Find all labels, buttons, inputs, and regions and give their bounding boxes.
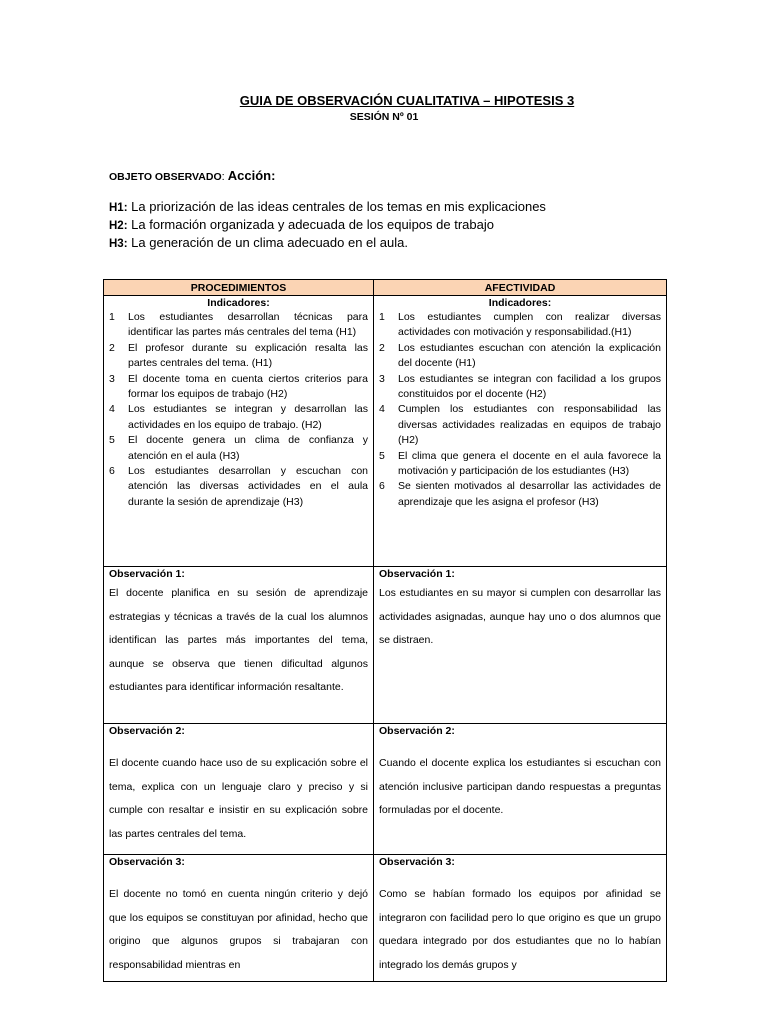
afectividad-observation [374, 567, 667, 724]
hypothesis-label: H2: [109, 220, 128, 232]
indicators-row [104, 296, 667, 567]
observation-row-2 [104, 724, 667, 855]
indicator-number: 1 [109, 311, 115, 323]
observation-text: Como se habían formado los equipos por afinidad se integraron con facilidad pero lo que origino es que un grupo quedara integrado por dos estudiantes que no lo habían integrado los demás grupos y [379, 888, 661, 971]
table-header-row [104, 280, 667, 296]
indicator-number: 4 [379, 403, 385, 416]
indicator-number: 6 [109, 465, 115, 478]
afectividad-observation [374, 724, 667, 855]
observed-object-value: Acción: [227, 168, 276, 183]
hypothesis-label: H3: [109, 238, 128, 250]
indicator-text: Los estudiantes escuchan con atención la explicación del docente (H1) [398, 341, 661, 370]
indicator-text: Los estudiantes desarrollan técnicas para identificar las partes más centrales del tema (H1) [128, 311, 368, 339]
indicator-number: 4 [109, 403, 115, 416]
indicator-list [379, 310, 661, 510]
indicator-item [109, 464, 368, 510]
indicator-item [379, 341, 661, 372]
spacer [379, 739, 661, 752]
indicator-item [379, 372, 661, 403]
hypothesis-h2 [109, 216, 494, 235]
observed-object-label: OBJETO OBSERVADO [109, 171, 222, 183]
indicator-number: 1 [379, 311, 385, 323]
indicator-text: El profesor durante su explicación resalta las partes centrales del tema. (H1) [128, 341, 368, 370]
observation-label: Observación 3: [379, 856, 455, 868]
observed-object: OBJETO OBSERVADO: Acción: [109, 168, 276, 183]
indicator-item [109, 341, 368, 372]
indicator-text: Se sienten motivados al desarrollar las actividades de aprendizaje que les asigna el profesor (H3) [398, 480, 661, 508]
observation-label: Observación 1: [109, 568, 185, 580]
observation-table [103, 279, 667, 982]
observation-label: Observación 3: [109, 856, 185, 868]
indicator-item [109, 310, 368, 341]
observation-text: Cuando el docente explica los estudiantes si escuchan con atención inclusive participan dando respuestas a preguntas formuladas por el docente. [379, 757, 661, 816]
afectividad-observation [374, 855, 667, 982]
observation-text: El docente planifica en su sesión de aprendizaje estrategias y técnicas a través de la cual los alumnos identifican las partes más importantes del tema, aunque se observa que tienen dificultad algunos estudiantes para identificar información resaltante. [109, 587, 368, 693]
procedimientos-observation [104, 855, 374, 982]
indicator-number: 2 [109, 341, 115, 354]
observation-label: Observación 2: [379, 725, 455, 737]
indicator-item [379, 449, 661, 480]
header-procedimientos: PROCEDIMIENTOS [104, 280, 374, 296]
hypothesis-h3 [109, 234, 408, 253]
procedimientos-observation [104, 567, 374, 724]
indicator-list [109, 310, 368, 510]
observation-row-1 [104, 567, 667, 724]
indicator-text: Cumplen los estudiantes con responsabilidad las diversas actividades realizadas en equipos de trabajo (H2) [398, 403, 661, 447]
indicator-text: Los estudiantes cumplen con realizar diversas actividades con motivación y responsabilidad.(H1) [398, 311, 661, 339]
indicator-number: 5 [379, 449, 385, 462]
indicator-number: 2 [379, 341, 385, 354]
hypothesis-label: H1: [109, 202, 128, 214]
indicator-item [379, 310, 661, 341]
indicator-text: Los estudiantes se integran con facilidad a los grupos constituidos por el docente (H2) [398, 372, 661, 401]
hypothesis-text: La formación organizada y adecuada de los equipos de trabajo [131, 217, 494, 232]
indicator-text: El docente toma en cuenta ciertos criterios para formar los equipos de trabajo (H2) [128, 372, 368, 401]
indicator-item [109, 433, 368, 464]
indicator-number: 3 [379, 372, 385, 385]
indicator-number: 5 [109, 434, 115, 447]
document-title: GUIA DE OBSERVACIÓN CUALITATIVA – HIPOTESIS 3 [239, 93, 575, 108]
spacer [379, 870, 661, 883]
indicator-text: Los estudiantes desarrollan y escuchan con atención las diversas actividades en el aula durante la sesión de aprendizaje (H3) [128, 465, 368, 508]
indicator-item [379, 479, 661, 510]
observation-text: Los estudiantes en su mayor si cumplen con desarrollar las actividades asignadas, aunque hay uno o dos alumnos que se distraen. [379, 587, 661, 646]
indicator-text: Los estudiantes se integran y desarrollan las actividades en los equipo de trabajo. (H2) [128, 403, 368, 431]
hypothesis-text: La generación de un clima adecuado en el aula. [131, 235, 408, 250]
indicator-number: 6 [379, 480, 385, 493]
indicator-item [109, 402, 368, 433]
observation-label: Observación 1: [379, 568, 455, 580]
indicator-text: El clima que genera el docente en el aula favorece la motivación y participación de los estudiantes (H3) [398, 449, 661, 478]
header-afectividad: AFECTIVIDAD [374, 280, 667, 296]
observation-label: Observación 2: [109, 725, 185, 737]
afectividad-indicators [374, 296, 667, 567]
indicators-label: Indicadores: [488, 297, 552, 309]
observation-text: El docente cuando hace uso de su explicación sobre el tema, explica con un lenguaje claro y preciso y si cumple con resaltar e insistir en su explicación sobre las partes centrales del tema. [109, 757, 368, 840]
hypothesis-h1 [109, 198, 546, 217]
session-number: SESIÓN Nº 01 [349, 111, 419, 123]
spacer [109, 739, 368, 752]
observation-text: El docente no tomó en cuenta ningún criterio y dejó que los equipos se constituyan por afinidad, hecho que origino que algunos grupos si trabajaran con responsabilidad mientras en [109, 888, 368, 971]
indicator-item [379, 402, 661, 448]
indicators-label: Indicadores: [207, 297, 270, 309]
indicator-number: 3 [109, 372, 115, 385]
spacer [109, 870, 368, 883]
hypothesis-text: La priorización de las ideas centrales de los temas en mis explicaciones [131, 199, 546, 214]
procedimientos-indicators [104, 296, 374, 567]
indicator-item [109, 372, 368, 403]
observation-row-3 [104, 855, 667, 982]
procedimientos-observation [104, 724, 374, 855]
indicator-text: El docente genera un clima de confianza y atención en el aula (H3) [128, 434, 368, 462]
